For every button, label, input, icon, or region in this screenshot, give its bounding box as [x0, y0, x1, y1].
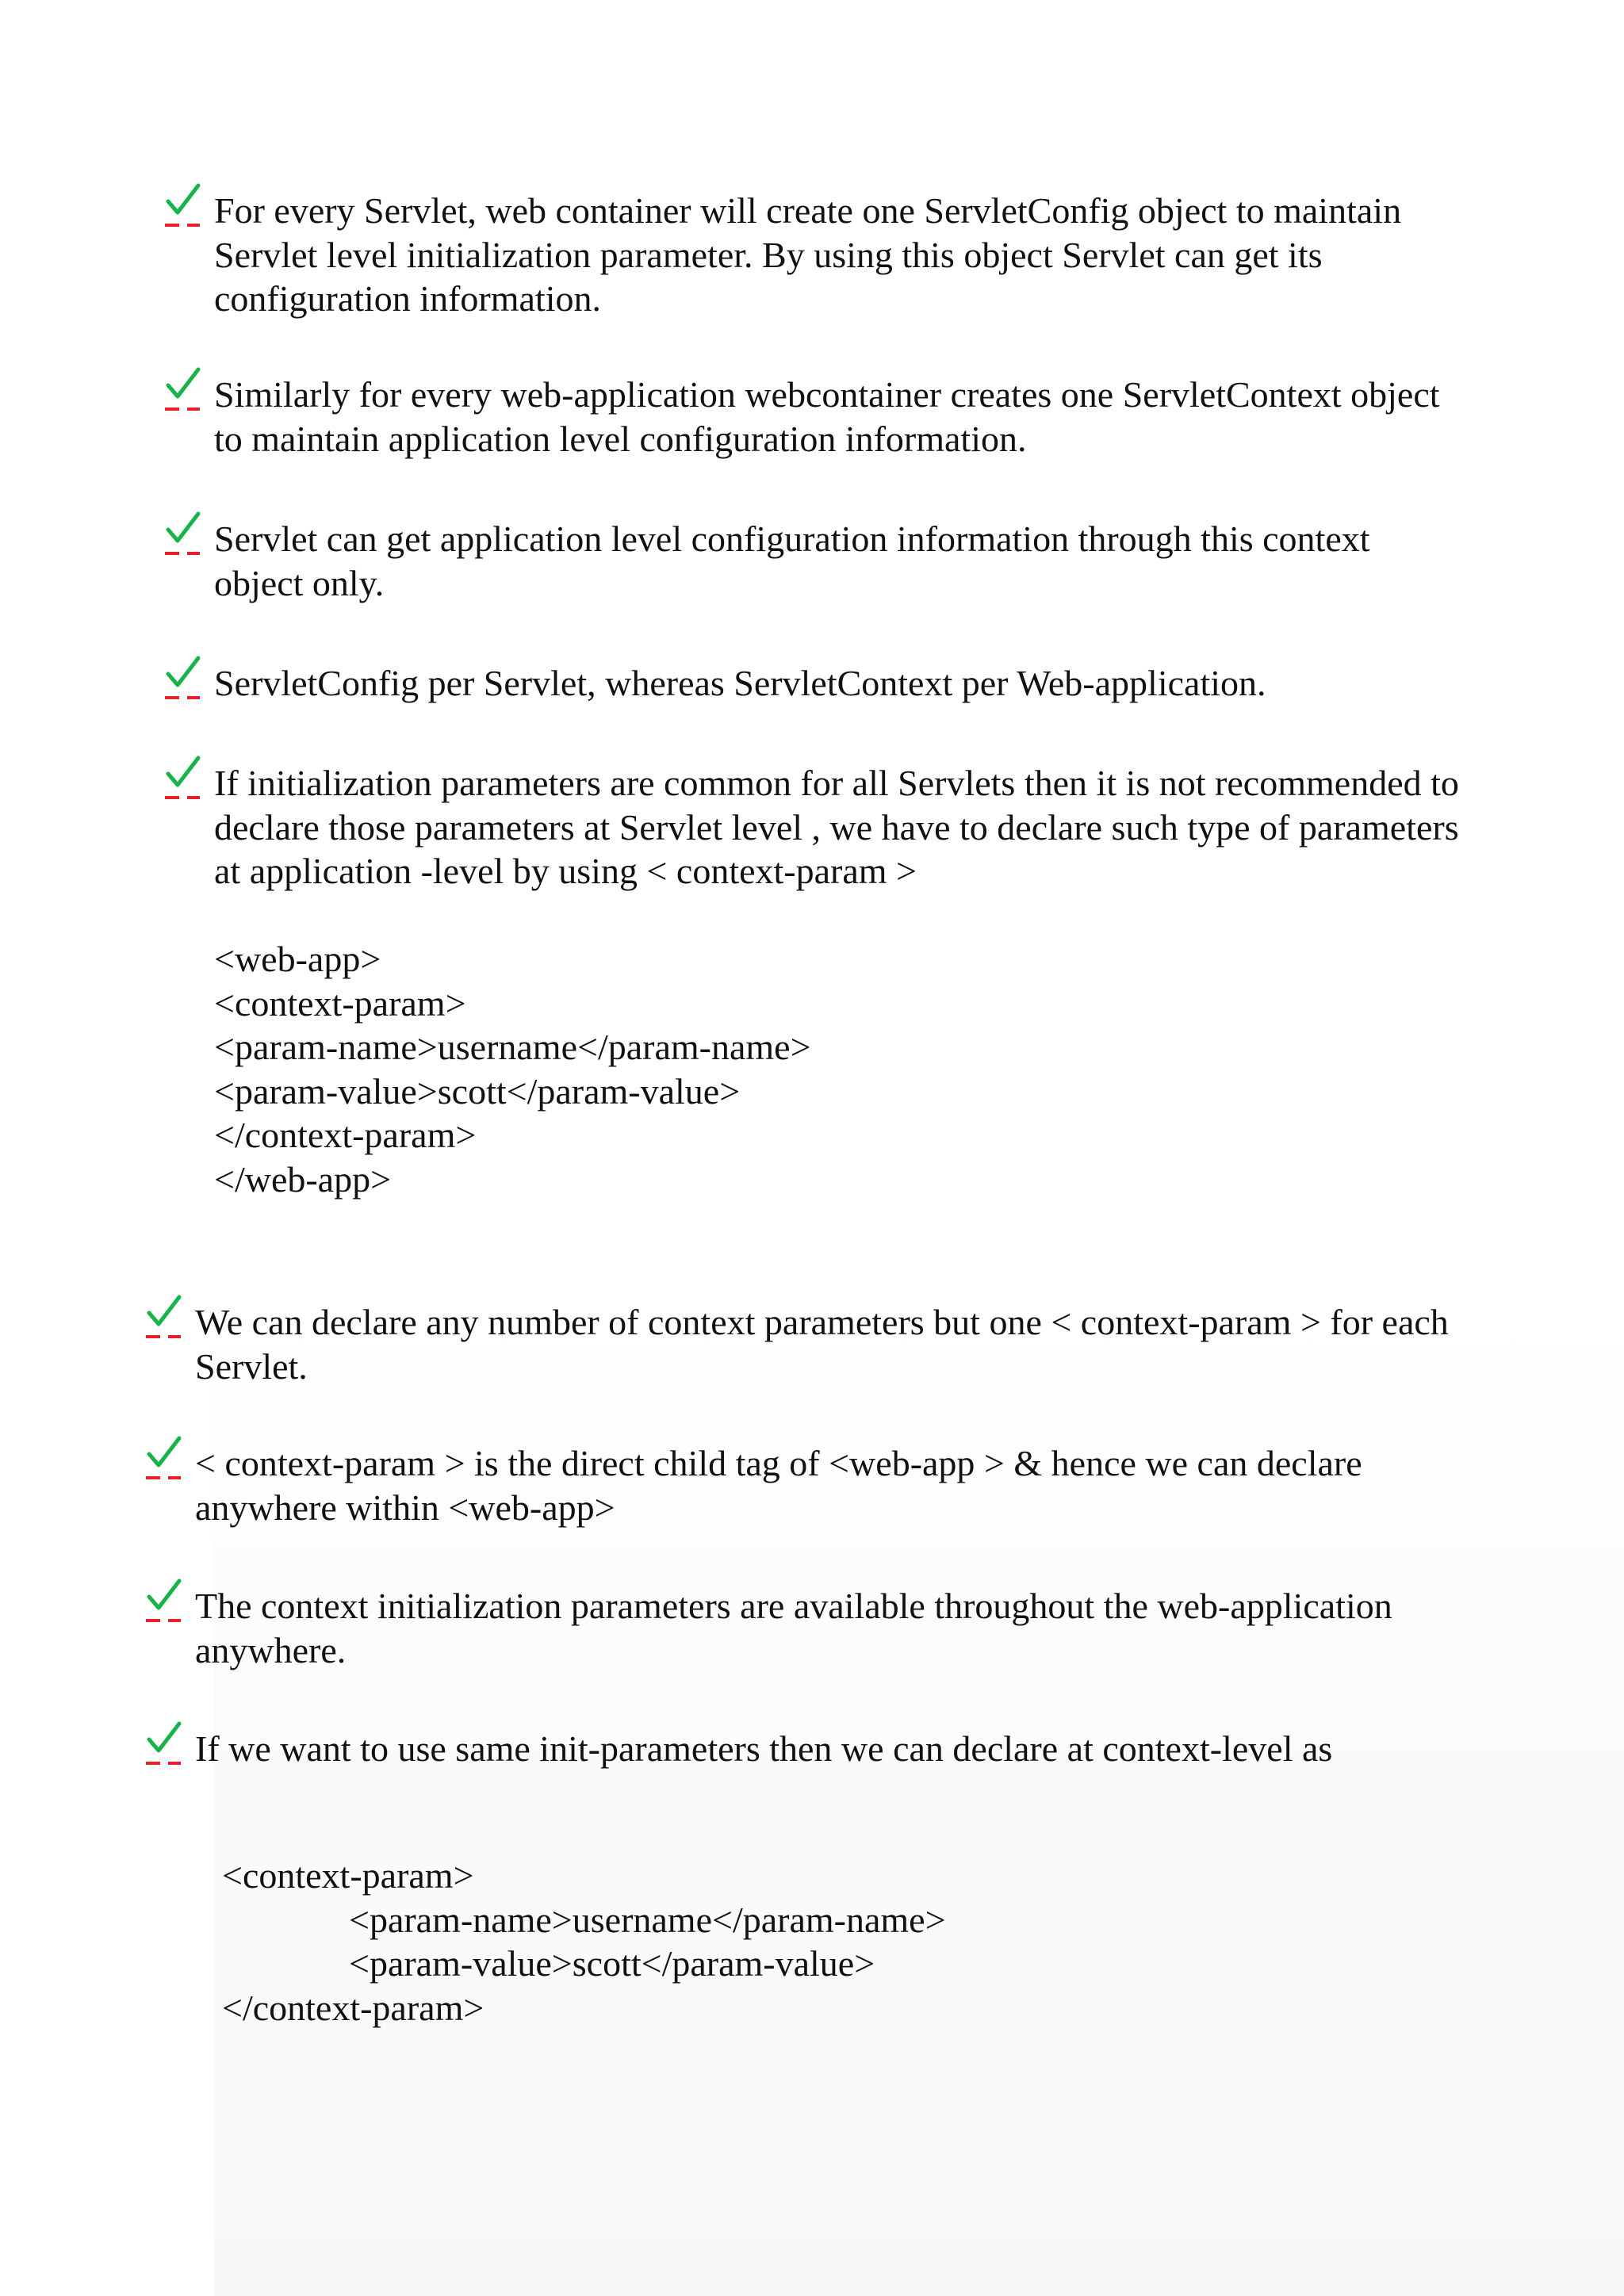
bullet-line: object only.	[214, 562, 385, 603]
check-mark-icon	[144, 1433, 192, 1489]
code-line: <web-app>	[214, 939, 381, 979]
bullet-line: If initialization parameters are common for all Servlets then it is not recommended to	[214, 763, 1459, 803]
bullet-line: Servlet can get application level configuration information through this context	[214, 519, 1370, 559]
check-mark-icon	[163, 509, 211, 564]
code-line: </web-app>	[214, 1158, 392, 1200]
bullet-line: configuration information.	[214, 278, 601, 319]
bullet-line: We can declare any number of context parameters but one < context-param > for each	[195, 1302, 1449, 1342]
code-line: <context-param>	[214, 982, 466, 1024]
bullet-item	[195, 1300, 1449, 1388]
bullet-line: declare those parameters at Servlet level , we have to declare such type of parameters	[214, 806, 1459, 848]
bullet-line: ServletConfig per Servlet, whereas ServletContext per Web-application.	[214, 663, 1266, 703]
check-mark-icon	[163, 753, 211, 809]
bullet-line: The context initialization parameters are available throughout the web-application	[195, 1586, 1392, 1626]
bullet-item	[214, 373, 1440, 461]
check-mark-icon	[163, 653, 211, 709]
bullet-item	[195, 1727, 1332, 1771]
check-mark-icon	[163, 365, 211, 420]
check-mark-icon	[144, 1576, 192, 1632]
check-mark-icon	[144, 1719, 192, 1774]
bullet-line: For every Servlet, web container will create one ServletConfig object to maintain	[214, 190, 1402, 231]
bullet-item	[214, 761, 1459, 894]
check-mark-icon	[144, 1292, 192, 1348]
code-line: </context-param>	[214, 1115, 477, 1155]
bullet-item	[214, 517, 1370, 605]
bullet-line: Servlet.	[195, 1345, 308, 1387]
code-block-web-app	[214, 937, 811, 1201]
bullet-line: anywhere within <web-app>	[195, 1487, 615, 1528]
code-line: <param-name>username</param-name>	[349, 1899, 946, 1940]
bullet-line: Servlet level initialization parameter. By using this object Servlet can get its	[214, 234, 1323, 275]
bullet-line: Similarly for every web-application webcontainer creates one ServletContext object	[214, 374, 1440, 415]
bullet-item	[195, 1584, 1392, 1672]
bullet-line: at application -level by using < context-param >	[214, 851, 917, 891]
bullet-item	[195, 1441, 1362, 1529]
bullet-item	[214, 189, 1401, 321]
code-line: <param-value>scott</param-value>	[349, 1943, 875, 1984]
code-line: <context-param>	[222, 1855, 474, 1896]
code-line: </context-param>	[222, 1987, 485, 2028]
code-line: <param-value>scott</param-value>	[214, 1070, 741, 1112]
bullet-line: If we want to use same init-parameters then we can declare at context-level as	[195, 1728, 1333, 1769]
bullet-line: < context-param > is the direct child tag of <web-app > & hence we can declare	[195, 1443, 1362, 1483]
check-mark-icon	[163, 181, 211, 236]
bullet-line: to maintain application level configuration information.	[214, 418, 1027, 459]
bullet-line: anywhere.	[195, 1629, 347, 1670]
bullet-item	[214, 661, 1266, 706]
code-block-context-param	[222, 1854, 946, 2030]
code-line: <param-name>username</param-name>	[214, 1027, 811, 1067]
